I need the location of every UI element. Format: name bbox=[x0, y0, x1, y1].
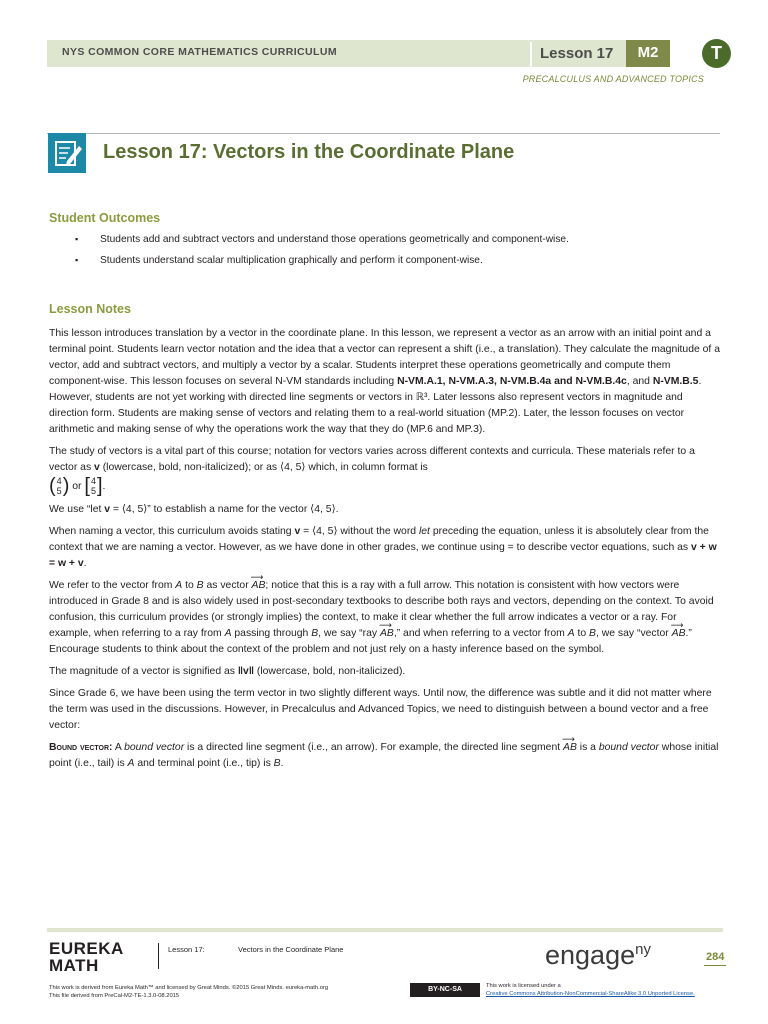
title-divider bbox=[47, 133, 720, 134]
teacher-badge: T bbox=[702, 39, 731, 68]
footer-divider bbox=[47, 928, 723, 932]
notes-heading: Lesson Notes bbox=[49, 302, 131, 316]
ray-ab: ⟶ AB bbox=[380, 626, 394, 642]
footer-credits: This work is derived from Eureka Math™ and licensed by Great Minds. ©2015 Great Minds. eureka-math.org This file derived from PreCal-M2-TE-1.3.0-08.2015 bbox=[49, 985, 329, 999]
column-vector: 4 5 bbox=[56, 476, 62, 496]
paragraph: When naming a vector, this curriculum avoids stating v = ⟨4, 5⟩ without the word let preceding the equation, unless it is absolutely clear from the context that we are naming a vector. However, as we have done in other grades, we continue using = to describe vector equations, such as v + w = w + v. bbox=[49, 526, 717, 569]
footer-separator bbox=[158, 943, 159, 969]
page-number: 284 bbox=[704, 951, 726, 966]
course-name: PRECALCULUS AND ADVANCED TOPICS bbox=[522, 74, 704, 84]
paragraph: Since Grade 6, we have been using the term vector in two slightly different ways. Until now, the difference was subtle and it did not matter where the term was used in the discussions. However, in Precalculus and Advanced Topics, we need to distinguish between a bound vector and a free vector: bbox=[49, 688, 712, 731]
paragraph: The magnitude of a vector is signified as ‖v‖ (lowercase, bold, non-italicized). bbox=[49, 666, 406, 677]
paragraph: Bound vector: A bound vector is a directed line segment (i.e., an arrow). For example, the directed line segment ⟶ AB is a bound vector whose initial point (i.e., tail) is A and terminal point (i.e., tip) is B. bbox=[49, 740, 721, 772]
footer-lesson-label: Lesson 17: bbox=[168, 945, 205, 954]
paragraph: This lesson introduces translation by a vector in the coordinate plane. In this lesson, we represent a vector as an arrow with an initial point and a terminal point. Students learn vector notation and the idea that a vector can represent a shift (i.e., a translation). They calculate the magnitude of a vector, add and subtract vectors, and multiply a vector by a scalar. Students interpret these operations geometrically and compute them component-wise. This lesson focuses on several N-VM standards including N-VM.A.1, N-VM.A.3, N-VM.B.4a and N-VM.B.4c, and N-VM.B.5. However, students are not yet working with directed line segments or vectors in ℝ³. Later lessons also represent vectors in magnitude and direction form. Students are making sense of vectors and relating them to a real-world situation (MP.2). Later, the lesson focuses on vector arithmetic and making sense of why the operations work the way that they do (MP.6 and MP.3). bbox=[49, 328, 720, 435]
segment-ab: ⟶ AB bbox=[563, 740, 577, 756]
page-title: Lesson 17: Vectors in the Coordinate Plane bbox=[103, 141, 515, 163]
footer-lesson-name: Vectors in the Coordinate Plane bbox=[238, 945, 344, 954]
outcomes-heading: Student Outcomes bbox=[49, 211, 161, 225]
eureka-math-logo: EUREKA MATH bbox=[49, 939, 124, 975]
column-vector-bracket: 4 5 bbox=[90, 476, 96, 496]
paragraph: We use “let v = ⟨4, 5⟩” to establish a name for the vector ⟨4, 5⟩. bbox=[49, 504, 339, 515]
lesson-notes-icon bbox=[48, 133, 86, 173]
paragraph: The study of vectors is a vital part of this course; notation for vectors varies across different contexts and curricula. These materials refer to a vector as v (lowercase, bold, non-italicized); or as ⟨4, 5⟩ which, in column format is (4 5) or [4 5]. bbox=[49, 446, 695, 497]
curriculum-name: NYS COMMON CORE MATHEMATICS CURRICULUM bbox=[62, 46, 337, 58]
lesson-number: Lesson 17 bbox=[530, 42, 624, 67]
lesson-notes-body bbox=[49, 326, 721, 778]
paragraph: We refer to the vector from A to B as vector ⟶ AB; notice that this is a ray with a full arrow. This notation is consistent with how vectors were introduced in Grade 8 and is also widely used in post-secondary textbooks to describe both rays and vectors, depending on the context. To avoid confusion, this curriculum provides (or strongly implies) the context, to make it clear whether the full arrow indicates a vector or a ray. For example, when referring to a ray from A passing through B, we say “ray ⟶ AB,” and when referring to a vector from A to B, we say “vector ⟶ AB.” Encourage students to think about the context of the problem and not just rely on a hasty inference based on the symbol. bbox=[49, 578, 721, 658]
list-item: ▪ Students add and subtract vectors and understand those operations geometrically and component-wise. bbox=[75, 233, 569, 247]
cc-license-badge: BY-NC-SA bbox=[410, 983, 480, 997]
outcomes-list bbox=[75, 233, 569, 275]
vector-ab: ⟶ AB bbox=[252, 578, 266, 594]
engageny-logo: engage$^{ny}$ bbox=[545, 940, 651, 970]
module-badge: M2 bbox=[626, 40, 670, 67]
vector-ab-2: ⟶ AB bbox=[672, 626, 686, 642]
list-item: ▪ Students understand scalar multiplication graphically and perform it component-wise. bbox=[75, 254, 569, 268]
footer-license: This work is licensed under a Creative Commons Attribution-NonCommercial-ShareAlike 3.0 Unported License. bbox=[486, 983, 695, 997]
license-link[interactable]: Creative Commons Attribution-NonCommercial-ShareAlike 3.0 Unported License. bbox=[486, 991, 695, 997]
